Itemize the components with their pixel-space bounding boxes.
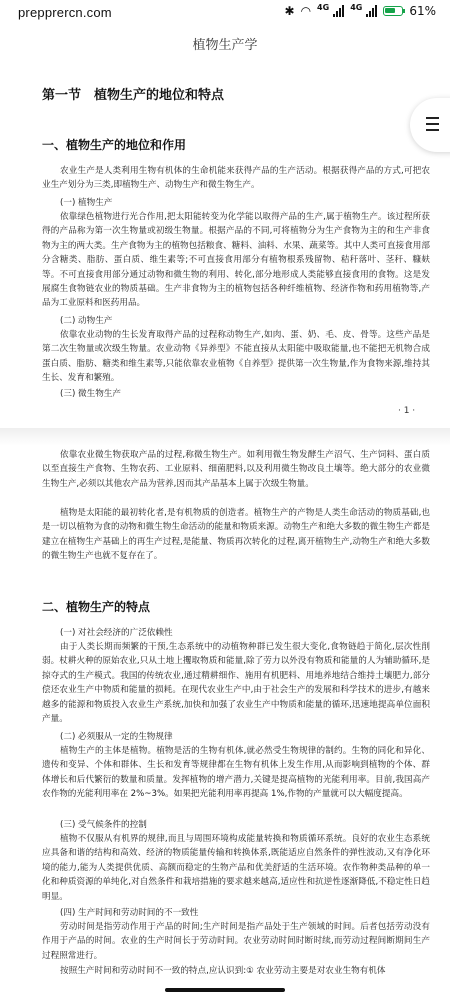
signal-icon-2	[366, 5, 377, 17]
paragraph: 劳动时间是指劳动作用于产品的时间;生产时间是指产品处于生产领域的时间。后者包括劳动没有作用于产品的时间。农业的生产时间长于劳动时间。农业劳动时间时断时续,而劳动过程间断期间生产过程照常进行。	[42, 922, 430, 961]
network-4g-icon: 4G	[317, 2, 330, 12]
page-separator	[0, 428, 450, 446]
subheading: (三) 微生物生产	[60, 389, 121, 399]
status-right	[285, 4, 437, 18]
bluetooth-icon: ✱	[284, 4, 295, 18]
network-4g-icon-2: 4G	[350, 2, 363, 12]
heading-2: 二、植物生产的特点	[42, 600, 151, 614]
paragraph: 依靠绿色植物进行光合作用,把太阳能转变为化学能以取得产品的生产,属于植物生产。该过程所获得的产品称为第一次生物量或初级生物量。根据产品的不同,可将植物分为生产食物为主的和生产非食物为主的两大类。生产食物为主的植物包括粮食、糖料、油料、水果、蔬菜等。其中人类可直接食用部分含糖类、脂肪、蛋白质、维生素等;不可直接食用部分有植物根系残留物、秸秆落叶、茎秆、糠麸等。不可直接食用部分通过动物和微生物的利用、转化,部分地形成人类能够直接食用的食物。这是发展腐生食物链农业的物质基础。生产非食物为主的植物包括各种纤维植物、经济作物和药用植物等,产品为工业原料和医药用品。	[42, 212, 430, 309]
battery-icon	[383, 6, 403, 16]
signal-icon	[333, 5, 344, 17]
paragraph: 农业生产是人类利用生物有机体的生命机能来获得产品的生产活动。根据获得产品的方式,可把农业生产划分为三类,即植物生产、动物生产和微生物生产。	[42, 166, 430, 191]
document-page-1	[0, 60, 450, 428]
subheading: (二) 动物生产	[60, 316, 113, 326]
paragraph: 植物生产的主体是植物。植物是活的生物有机体,就必然受生物规律的制约。生物的同化和异化、遗传和变异、个体和群体、生长和发育等规律都在生物有机体上发生作用,从而影响到植物的个体、群体增长和后代繁衍的数量和质量。发挥植物的增产潜力,关键是提高植物的光能利用率。目前,我国高产农作物的光能利用率在 2%~3%。如果把光能利用率再提高 1%,作物的产量就可以大幅度提高。	[42, 746, 430, 800]
section-title: 第一节 植物生产的地位和特点	[42, 88, 225, 103]
paragraph: 依靠农业动物的生长发育取得产品的过程称动物生产,如肉、蛋、奶、毛、皮、骨等。这些产品是第二次生物量或次级生物量。农业动物《异养型》不能直接从太阳能中吸取能量,也不能把无机物合成蛋白质、脂肪、糖类和维生素等,只能依靠农业植物《自养型》提供第一次生物量,作为食物来源,维持其生长、发育和繁殖。	[42, 330, 430, 384]
wifi-icon: ◠	[300, 4, 312, 18]
paragraph: 依靠农业微生物获取产品的过程,称微生物生产。如利用微生物发酵生产沼气、生产饲料、蛋白质以至直接生产食物、生物农药、工业原料、细菌肥料,以及利用微生物改良土壤等。绝大部分的农业微生物生产,必须以其他农产品为营养,因而其产品基本上属于次级生物量。	[42, 450, 430, 489]
paragraph: 按照生产时间和劳动时间不一致的特点,应认识到:① 农业劳动主要是对农业生物有机体	[60, 966, 386, 976]
page-number: · 1 ·	[398, 406, 416, 416]
status-left-text: prepprercn.com	[18, 5, 112, 20]
subheading: (三) 受气候条件的控制	[60, 820, 147, 830]
battery-percent: 61%	[409, 4, 436, 18]
app-title: 植物生产学	[192, 38, 258, 53]
subheading: (四) 生产时间和劳动时间的不一致性	[60, 908, 199, 918]
heading-1: 一、植物生产的地位和作用	[42, 138, 187, 152]
subheading: (一) 植物生产	[60, 198, 113, 208]
subheading: (二) 必须服从一定的生物规律	[60, 732, 173, 742]
status-bar	[0, 0, 450, 24]
subheading: (一) 对社会经济的广泛依赖性	[60, 628, 173, 638]
paragraph: 植物是太阳能的最初转化者,是有机物质的创造者。植物生产的产物是人类生命活动的物质基础,也是一切以植物为食的动物和微生物生命活动的能量和物质来源。动物生产和绝大多数的微生物生产都是建立在植物生产基础上的再生产过程,是能量、物质再次转化的过程,离开植物生产,动物生产和绝大多数的微生物生产也就不复存在了。	[42, 508, 430, 562]
home-indicator[interactable]	[165, 988, 285, 992]
paragraph: 植物不仅服从有机界的规律,而且与周围环境构成能量转换和物质循环系统。良好的农业生态系统应具备和谐的结构和高效、经济的物质能量传输和转换体系,既能适应自然条件的弹性波动,又有净化环境的能力,能为人类提供优质、高额而稳定的生物产品和优美舒适的生活环境。农作物种类品种的单一化和种质资源的单纯化,对自然条件和栽培措施的要求越来越高,适应性和抗逆性逐渐降低,不稳定性日趋明显。	[42, 834, 430, 902]
paragraph: 由于人类长期而频繁的干预,生态系统中的动植物种群已发生很大变化,食物链趋于简化,层次性削弱。杖耕火种的原始农业,只从土地上攫取物质和能量,除了劳力以外没有物质和能量的人为辅助循环,是掠夺式的生产模式。我国的传统农业,通过精耕细作、施用有机肥料、用地养地结合维持土壤肥力,部分偿还农业生产中物质和能量的损耗。在现代农业生产中,由于社会生产的发展和科学技术的进步,有越来越多的能源和物质投入农业生产系统,加快和加强了农业生产中物质和能量的循环,迅速地提高单位面积产量。	[42, 642, 430, 725]
